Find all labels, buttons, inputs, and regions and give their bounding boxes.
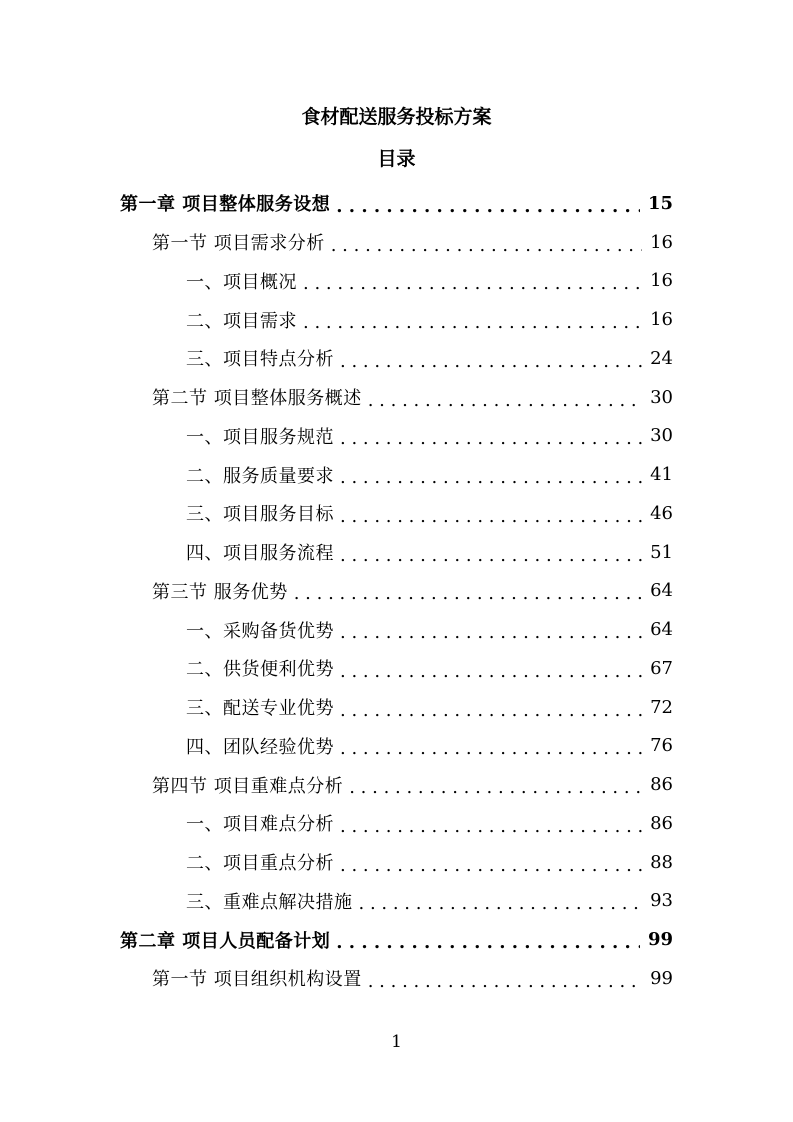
toc-entry[interactable]	[0, 339, 793, 378]
toc-entry[interactable]	[0, 727, 793, 766]
toc-entry[interactable]	[0, 223, 793, 262]
dot-leader	[294, 583, 642, 604]
toc-entry-text: 第一节 项目组织机构设置	[152, 969, 362, 991]
toc-entry[interactable]	[0, 649, 793, 688]
toc-entry[interactable]	[0, 417, 793, 456]
toc-entry-text: 第二章 项目人员配备计划	[120, 930, 331, 952]
toc-entry[interactable]	[0, 378, 793, 417]
toc-entry[interactable]	[0, 882, 793, 921]
table-of-contents	[0, 184, 793, 998]
toc-heading: 目录	[377, 148, 416, 170]
toc-page-number: 64	[650, 580, 673, 602]
toc-page-number: 72	[650, 696, 673, 718]
toc-entry-text: 二、供货便利优势	[186, 659, 334, 681]
toc-page-number: 93	[650, 890, 673, 912]
toc-entry-text: 第一章 项目整体服务设想	[120, 194, 331, 216]
dot-leader	[340, 738, 642, 759]
toc-entry[interactable]	[0, 920, 793, 959]
dot-leader	[340, 700, 642, 721]
toc-entry[interactable]	[0, 494, 793, 533]
toc-entry[interactable]	[0, 262, 793, 301]
toc-entry-text: 三、配送专业优势	[186, 698, 334, 720]
toc-page-number: 30	[650, 386, 673, 408]
toc-entry-text: 第二节 项目整体服务概述	[152, 388, 362, 410]
toc-entry-text: 一、项目概况	[186, 271, 297, 293]
toc-page-number: 24	[650, 347, 673, 369]
dot-leader	[340, 506, 642, 527]
dot-leader	[331, 235, 642, 256]
dot-leader	[303, 273, 642, 294]
toc-page-number: 46	[650, 502, 673, 524]
dot-leader	[340, 351, 642, 372]
dot-leader	[340, 545, 642, 566]
toc-page-number: 16	[650, 309, 673, 331]
dot-leader	[359, 893, 643, 914]
toc-entry[interactable]	[0, 455, 793, 494]
toc-entry[interactable]	[0, 765, 793, 804]
toc-entry-text: 第三节 服务优势	[152, 581, 288, 603]
toc-entry-text: 四、项目服务流程	[186, 543, 334, 565]
dot-leader	[368, 390, 642, 411]
dot-leader	[340, 855, 642, 876]
toc-entry-text: 三、项目服务目标	[186, 504, 334, 526]
toc-page-number: 99	[647, 929, 673, 951]
toc-page-number: 99	[650, 967, 673, 989]
dot-leader	[340, 428, 642, 449]
toc-page-number: 76	[650, 735, 673, 757]
toc-entry[interactable]	[0, 804, 793, 843]
toc-entry-text: 一、项目服务规范	[186, 426, 334, 448]
toc-page-number: 86	[650, 812, 673, 834]
toc-entry-text: 二、服务质量要求	[186, 465, 334, 487]
toc-entry[interactable]	[0, 572, 793, 611]
toc-entry[interactable]	[0, 843, 793, 882]
toc-entry[interactable]	[0, 300, 793, 339]
toc-entry[interactable]	[0, 610, 793, 649]
dot-leader	[349, 777, 642, 798]
dot-leader	[336, 932, 640, 953]
toc-page-number: 16	[650, 231, 673, 253]
dot-leader	[336, 196, 640, 217]
toc-page-number: 86	[650, 774, 673, 796]
toc-page-number: 88	[650, 851, 673, 873]
toc-entry-text: 三、重难点解决措施	[186, 891, 353, 913]
toc-page-number: 51	[650, 541, 673, 563]
toc-entry[interactable]	[0, 959, 793, 998]
toc-entry-text: 一、项目难点分析	[186, 814, 334, 836]
toc-entry-text: 第一节 项目需求分析	[152, 233, 325, 255]
toc-page-number: 30	[650, 425, 673, 447]
toc-entry-text: 二、项目重点分析	[186, 853, 334, 875]
document-title: 食材配送服务投标方案	[301, 106, 492, 128]
dot-leader	[303, 312, 642, 333]
toc-entry[interactable]	[0, 688, 793, 727]
toc-entry-text: 一、采购备货优势	[186, 620, 334, 642]
page-number: 1	[391, 1032, 402, 1052]
dot-leader	[340, 661, 642, 682]
toc-page-number: 16	[650, 270, 673, 292]
dot-leader	[340, 816, 642, 837]
dot-leader	[340, 467, 642, 488]
dot-leader	[368, 971, 642, 992]
toc-entry-text: 四、团队经验优势	[186, 736, 334, 758]
dot-leader	[340, 622, 642, 643]
toc-entry-text: 三、项目特点分析	[186, 349, 334, 371]
toc-page-number: 41	[650, 464, 673, 486]
toc-page-number: 15	[647, 192, 673, 214]
toc-page-number: 64	[650, 619, 673, 641]
toc-page-number: 67	[650, 657, 673, 679]
toc-entry-text: 第四节 项目重难点分析	[152, 775, 344, 797]
toc-entry[interactable]	[0, 533, 793, 572]
toc-entry-text: 二、项目需求	[186, 310, 297, 332]
toc-entry[interactable]	[0, 184, 793, 223]
